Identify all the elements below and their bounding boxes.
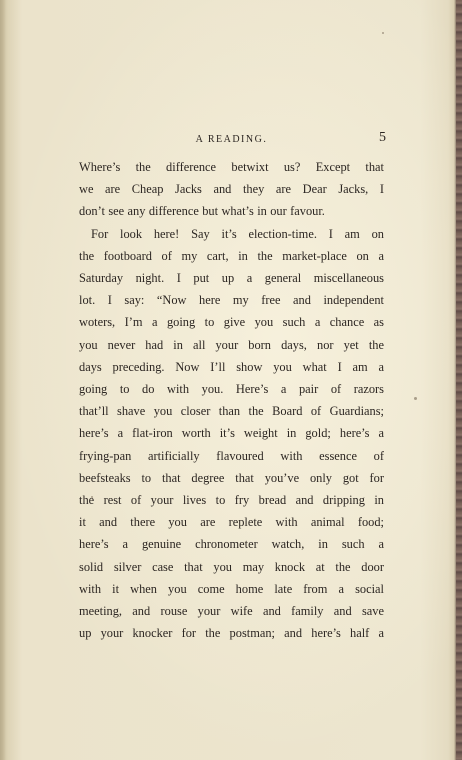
text-line: beefsteaks to that degree that you’ve only got for <box>79 470 384 485</box>
book-edge <box>456 0 462 760</box>
text-line: here’s a flat-iron worth it’s weight in gold; here’s a <box>79 426 384 441</box>
text-line: Where’s the difference betwixt us? Except that <box>79 160 384 174</box>
text-line: don’t see any difference but what’s in our favour. <box>79 204 325 219</box>
paper-speck <box>414 397 417 400</box>
paragraph-2 <box>79 223 384 645</box>
text-line: that’ll shave you closer than the Board of Guardians; <box>79 404 384 419</box>
binding-gutter <box>0 0 6 760</box>
text-block <box>79 130 384 644</box>
text-line: with it when you come home late from a social <box>79 581 384 596</box>
text-line: frying-pan artificially flavoured with essence of <box>79 448 384 463</box>
text-line: here’s a genuine chronometer watch, in such a <box>79 537 384 552</box>
text-line: days preceding. Now I’ll show you what I am a <box>79 359 384 374</box>
running-head-title: A READING. <box>195 134 268 145</box>
text-line: we are Cheap Jacks and they are Dear Jacks, I <box>79 182 384 197</box>
text-line: it and there you are replete with animal food; <box>79 515 384 530</box>
running-head <box>79 130 384 150</box>
text-line: you never had in all your born days, nor yet the <box>79 337 384 352</box>
page-number: 5 <box>379 130 386 145</box>
paragraph-1 <box>79 156 384 223</box>
text-line: woters, I’m a going to give you such a chance as <box>79 315 384 330</box>
text-line: the rest of your lives to fry bread and dripping in <box>79 493 384 508</box>
text-line: up your knocker for the postman; and here’s half a <box>79 626 384 641</box>
text-line: the footboard of my cart, in the market-place on a <box>79 248 384 263</box>
text-line: Saturday night. I put up a general miscellaneous <box>79 271 384 286</box>
text-line: going to do with you. Here’s a pair of razors <box>79 382 384 397</box>
paper-speck <box>382 32 384 34</box>
text-line: solid silver case that you may knock at the door <box>79 559 384 574</box>
text-line: For look here! Say it’s election-time. I am on <box>91 226 384 241</box>
text-line: lot. I say: “Now here my free and independent <box>79 293 384 308</box>
text-line: meeting, and rouse your wife and family and save <box>79 604 384 619</box>
